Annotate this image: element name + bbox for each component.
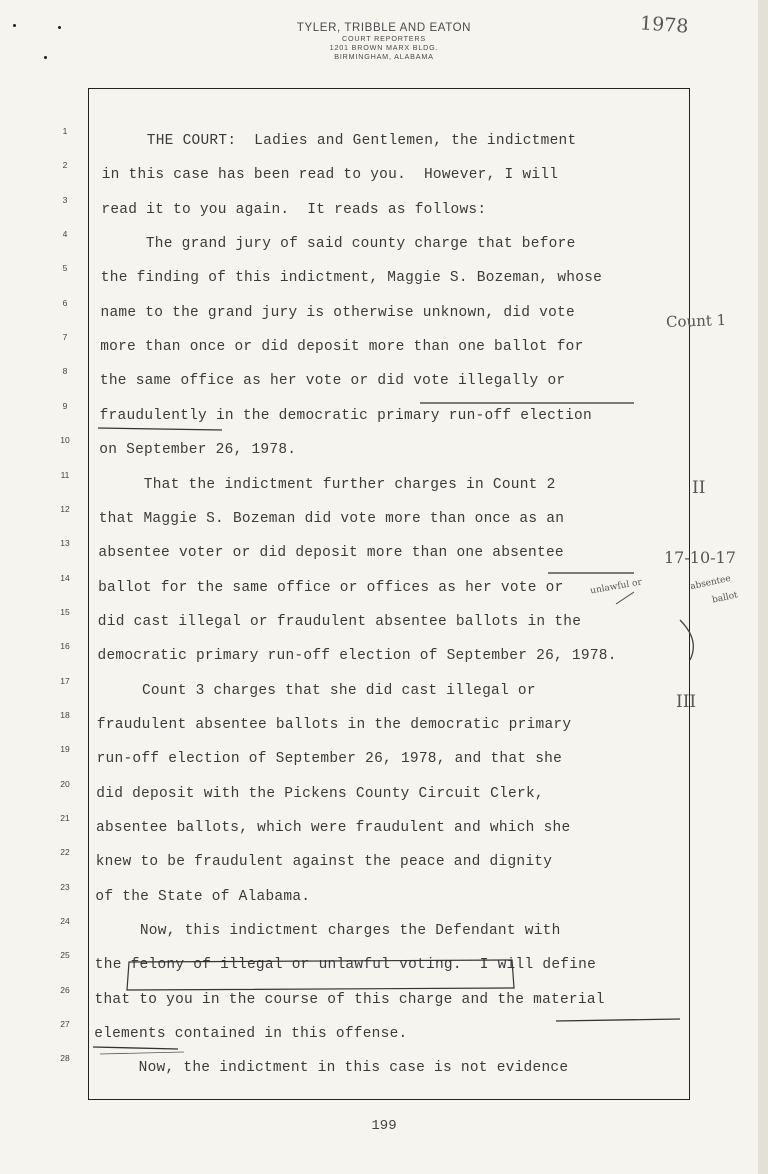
note-count-3: III [676,692,697,712]
transcript-line: did cast illegal or fraudulent absentee ballots in the [97,613,582,630]
line-number: 15 [60,606,70,617]
line-number: 9 [62,400,68,411]
line-number: 10 [60,435,70,446]
transcript-line: the same office as her vote or did vote illegally or [99,373,566,390]
note-count-2: II [692,478,706,498]
transcript-line: on September 26, 1978. [99,442,297,459]
transcript-line: Now, the indictment in this case is not evidence [93,1060,569,1077]
line-number: 3 [62,194,68,205]
transcript-line: the finding of this indictment, Maggie S. Bozeman, whose [100,270,603,287]
transcript-line: in this case has been read to you. However, I will [101,167,559,184]
transcript-line: did deposit with the Pickens County Circuit Clerk, [96,785,544,802]
line-number: 11 [60,469,70,480]
underline-mark [93,1047,178,1049]
line-number: 25 [60,950,70,961]
line-number: 27 [60,1019,70,1030]
transcript-line: elements contained in this offense. [94,1026,408,1043]
underline-mark [100,1052,184,1054]
line-number: 5 [62,263,68,274]
transcript-line: of the State of Alabama. [95,888,311,905]
line-number: 4 [62,229,68,240]
line-number: 1 [62,126,68,136]
caret-mark [616,592,634,604]
line-number: 26 [60,984,70,995]
firm-name: TYLER, TRIBBLE AND EATON [296,22,472,34]
line-number: 28 [60,1053,70,1064]
transcript-line: That the indictment further charges in Count 2 [99,476,556,493]
underline-mark [98,428,222,430]
note-count-1: Count 1 [665,310,727,332]
transcript-line: fraudulent absentee ballots in the democratic primary [96,716,572,733]
box-mark [127,960,514,990]
note-ballot: ballot [711,590,739,606]
line-number: 24 [60,916,70,927]
transcript-line: run-off election of September 26, 1978, and that she [96,751,563,768]
line-number: 21 [60,813,70,823]
note-unlawful: unlawful or [589,577,643,597]
transcript-line: absentee ballots, which were fraudulent and which she [96,820,571,836]
transcript-line: absentee voter or did deposit more than one absentee [98,545,564,562]
line-number: 23 [60,881,70,892]
line-number: 12 [60,503,70,514]
underline-mark [556,1019,680,1021]
transcript-line: democratic primary run-off election of September 26, 1978. [97,648,617,665]
transcript-line: name to the grand jury is otherwise unknown, did vote [100,304,575,321]
handwritten-year: 1978 [639,12,690,38]
page-number: 199 [371,1118,397,1134]
transcript-line: fraudulently in the democratic primary run-off election [99,407,592,424]
line-number: 2 [62,160,68,171]
transcript-line: that Maggie S. Bozeman did vote more than once as an [98,510,565,527]
bracket-mark [680,620,693,660]
line-number: 7 [62,332,68,343]
transcript-line: more than once or did deposit more than one ballot for [100,339,584,356]
firm-line: COURT REPORTERS [342,34,426,43]
line-number: 16 [60,641,70,652]
transcript-line: ballot for the same office or offices as her vote or [98,579,564,596]
line-number: 14 [60,572,70,583]
transcript-line: The grand jury of said county charge that before [101,236,576,253]
line-number: 8 [62,366,68,377]
transcript-line: read it to you again. It reads as follows: [101,201,487,218]
transcript-line: THE COURT: Ladies and Gentlemen, the indictment [102,133,577,149]
firm-address: 1201 BROWN MARX BLDG. [329,43,439,52]
line-number: 6 [62,297,68,308]
note-statute: 17-10-17 [664,548,736,567]
line-number: 20 [60,778,70,789]
transcript-line: the felony of illegal or unlawful voting. I will define [94,957,597,974]
line-number: 18 [60,709,70,720]
line-number: 22 [60,847,70,858]
transcript-line: Count 3 charges that she did cast illegal or [97,682,536,699]
transcript-line: Now, this indictment charges the Defendant with [95,923,561,940]
line-number: 17 [60,675,70,686]
transcript-line: knew to be fraudulent against the peace and dignity [95,854,553,871]
note-absentee: absentee [689,573,732,593]
line-number: 13 [60,538,70,549]
firm-city: BIRMINGHAM, ALABAMA [334,52,434,61]
line-number: 19 [60,744,70,755]
transcript-line: that to you in the course of this charge and the material [94,991,605,1008]
